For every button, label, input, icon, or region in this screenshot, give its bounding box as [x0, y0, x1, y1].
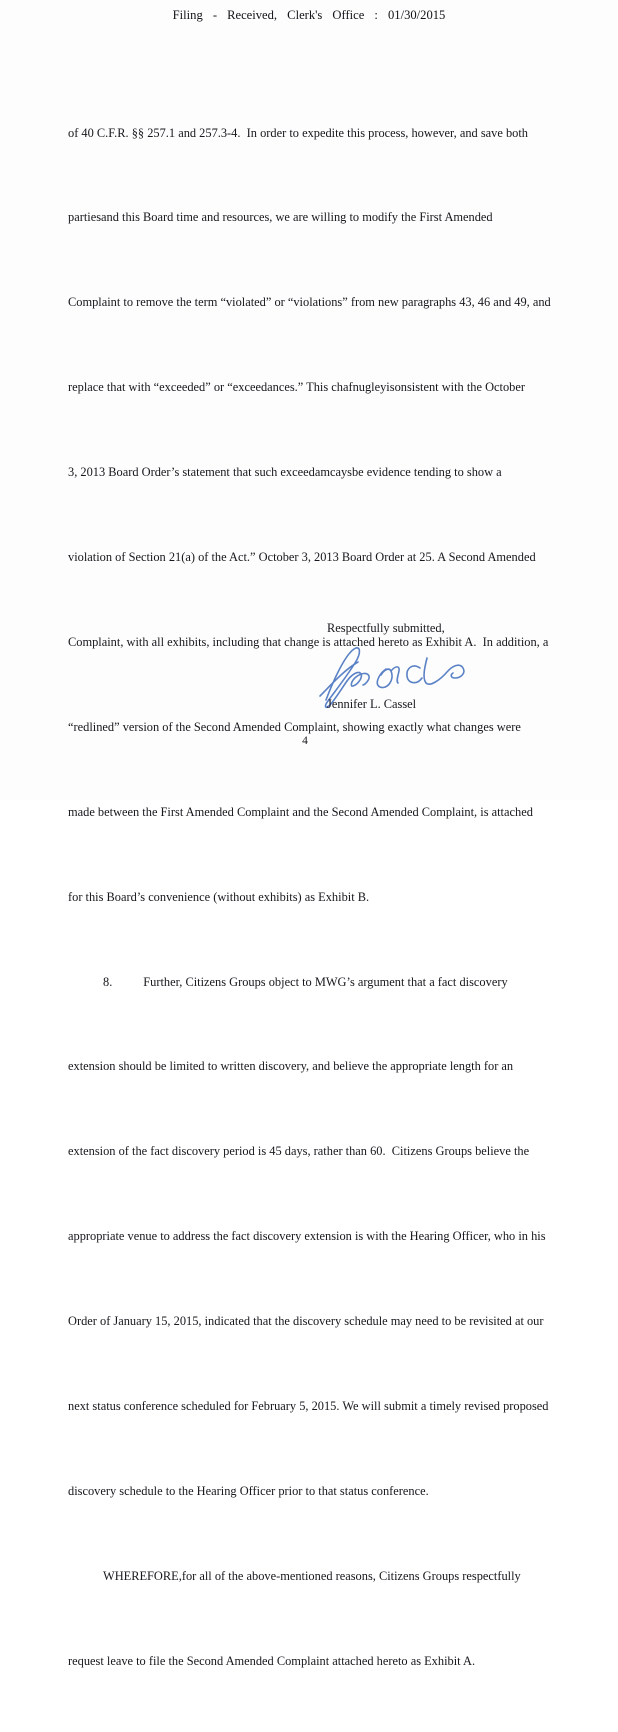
page-number: 4: [302, 735, 308, 747]
document-line: extension of the fact discovery period is 45 days, rather than 60. Citizens Groups believe the: [68, 1144, 530, 1159]
document-line: extension should be limited to written discovery, and believe the appropriate length for an: [68, 1059, 514, 1074]
document-line: “redlined” version of the Second Amended Complaint, showing exactly what changes were: [68, 719, 521, 734]
document-line: Complaint to remove the term “violated” or “violations” from new paragraphs 43, 46 and 49, and: [68, 295, 551, 310]
document-line: violation of Section 21(a) of the Act.” October 3, 2013 Board Order at 25. A Second Amended: [68, 550, 536, 565]
document-line: 3, 2013 Board Order’s statement that such exceedamcaysbe evidence tending to show a: [68, 465, 502, 480]
closing-line: Respectfully submitted,: [327, 621, 445, 635]
document-line: partiesand this Board time and resources, we are willing to modify the First Amended: [68, 210, 493, 225]
document-line: next status conference scheduled for February 5, 2015. We will submit a timely revised proposed: [68, 1398, 549, 1413]
document-line: discovery schedule to the Hearing Officer prior to that status conference.: [68, 1483, 429, 1498]
document-line: made between the First Amended Complaint and the Second Amended Complaint, is attached: [68, 804, 533, 819]
document-line: replace that with “exceeded” or “exceedances.” This chafnugleyisonsistent with the October: [68, 380, 525, 395]
document-line: Order of January 15, 2015, indicated that the discovery schedule may need to be revisited at our: [68, 1314, 544, 1329]
filing-stamp: Filing - Received, Clerk's Office : 01/30/2015: [172, 8, 446, 22]
document-line: appropriate venue to address the fact discovery extension is with the Hearing Officer, who in his: [68, 1229, 546, 1244]
document-line: of 40 C.F.R. §§ 257.1 and 257.3-4. In order to expedite this process, however, and save both: [68, 125, 528, 140]
document-line: Complaint, with all exhibits, including that change is attached hereto as Exhibit A. In addition, a: [68, 634, 549, 649]
paragraph8-first-line: 8. Further, Citizens Groups object to MWG’s argument that a fact discovery: [103, 974, 508, 989]
wherefore-line: WHEREFORE,for all of the above-mentioned reasons, Citizens Groups respectfully: [103, 1568, 521, 1583]
signer-name: Jennifer L. Cassel: [327, 697, 417, 711]
document-line: for this Board’s convenience (without exhibits) as Exhibit B.: [68, 889, 370, 904]
document-line: request leave to file the Second Amended Complaint attached hereto as Exhibit A.: [68, 1653, 476, 1668]
document-body: [68, 62, 564, 1732]
